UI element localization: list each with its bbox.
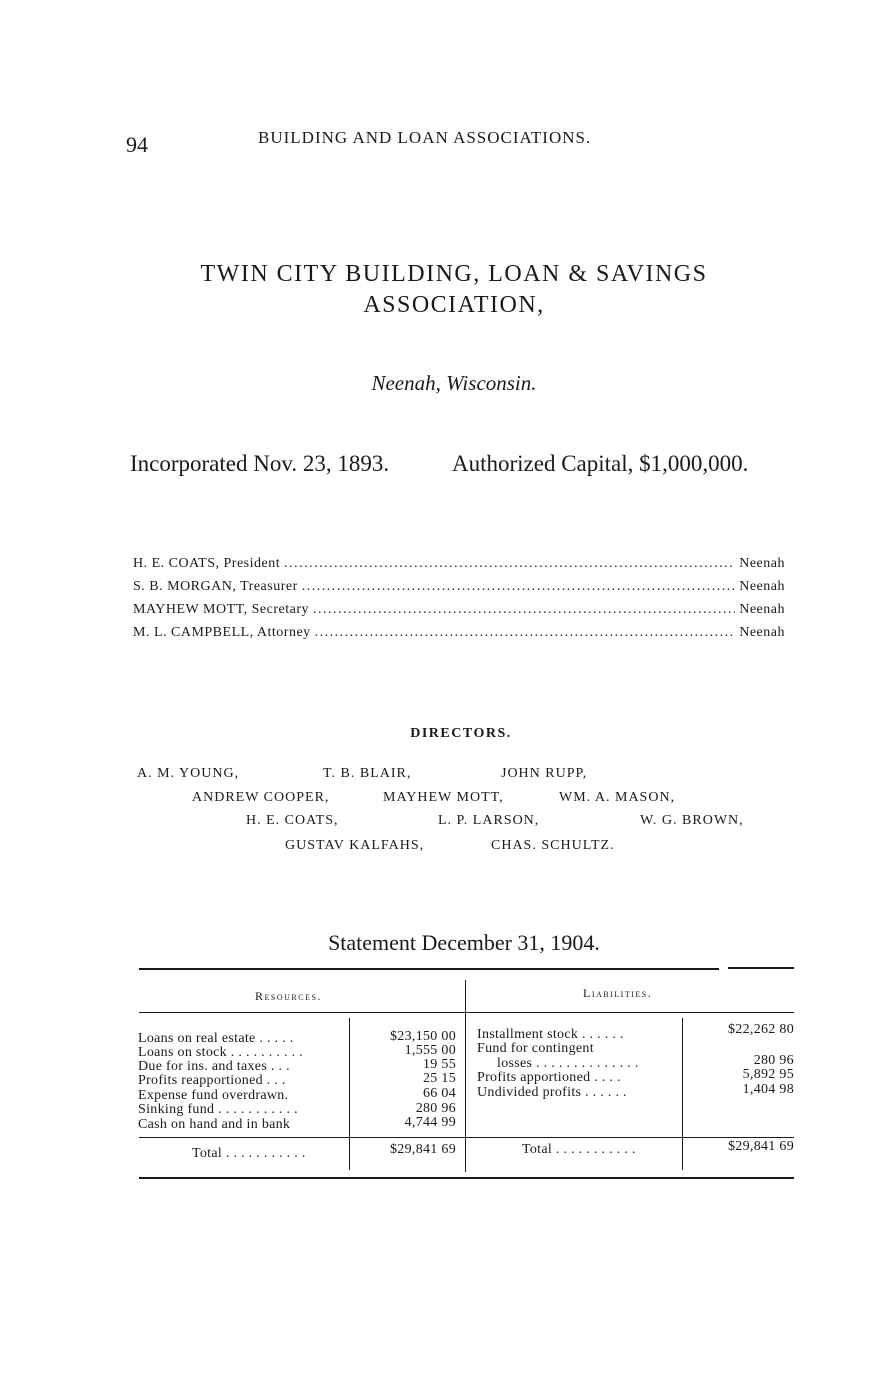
liability-label: Fund for contingent [477, 1041, 594, 1056]
officer-name: H. E. COATS, President [133, 556, 281, 571]
officer-row [133, 625, 785, 641]
resource-amount: 19 55 [423, 1057, 456, 1072]
resource-label: Loans on stock . . . . . . . . . . [138, 1045, 303, 1060]
table-top-rule [139, 968, 719, 970]
resource-amount: 280 96 [415, 1101, 456, 1116]
page-number: 94 [126, 132, 148, 157]
director-name: W. G. BROWN, [640, 813, 744, 828]
director-name: H. E. COATS, [246, 813, 339, 828]
director-name: GUSTAV KALFAHS, [285, 838, 425, 853]
dot-leader [315, 625, 736, 641]
liability-label: Installment stock . . . . . . [477, 1027, 624, 1042]
resource-label: Sinking fund . . . . . . . . . . . [138, 1102, 298, 1117]
director-name: T. B. BLAIR, [323, 766, 412, 781]
liabilities-total-label: Total . . . . . . . . . . . [522, 1142, 636, 1157]
liability-amount: 280 96 [753, 1053, 794, 1068]
director-name: JOHN RUPP, [501, 766, 588, 781]
officer-row [133, 602, 785, 618]
resource-amount: 66 04 [423, 1086, 456, 1101]
resource-label: Profits reapportioned . . . [138, 1073, 286, 1088]
resource-label: Loans on real estate . . . . . [138, 1031, 294, 1046]
table-divider [465, 980, 466, 1172]
director-name: L. P. LARSON, [438, 813, 540, 828]
table-amount-divider [682, 1018, 683, 1170]
resources-heading: Resources. [255, 989, 322, 1003]
officer-city: Neenah [739, 556, 785, 571]
resource-amount: 25 15 [423, 1071, 456, 1086]
association-title-line-1: TWIN CITY BUILDING, LOAN & SAVINGS [200, 261, 708, 287]
table-amount-divider [349, 1018, 350, 1170]
officer-name: MAYHEW MOTT, Secretary [133, 602, 309, 617]
liabilities-heading: Liabilities. [583, 986, 653, 1000]
liability-amount: $22,262 80 [728, 1022, 794, 1037]
dot-leader [302, 579, 736, 595]
director-name: MAYHEW MOTT, [383, 790, 504, 805]
dot-leader [284, 556, 735, 572]
table-header-rule [139, 1012, 794, 1013]
liability-amount: 5,892 95 [742, 1067, 794, 1082]
resource-amount: $23,150 00 [390, 1029, 456, 1044]
officer-name: S. B. MORGAN, Treasurer [133, 579, 298, 594]
officer-city: Neenah [739, 602, 785, 617]
table-total-rule [139, 1137, 794, 1138]
table-bottom-rule [139, 1177, 794, 1179]
liability-label: losses . . . . . . . . . . . . . . [497, 1056, 639, 1071]
association-location: Neenah, Wisconsin. [371, 371, 537, 395]
running-head: BUILDING AND LOAN ASSOCIATIONS. [258, 128, 592, 147]
officer-name: M. L. CAMPBELL, Attorney [133, 625, 311, 640]
liability-amount: 1,404 98 [742, 1082, 794, 1097]
resource-label: Due for ins. and taxes . . . [138, 1059, 290, 1074]
table-top-rule [728, 967, 794, 969]
association-title-line-2: ASSOCIATION, [363, 292, 545, 318]
officer-city: Neenah [739, 625, 785, 640]
officer-row [133, 556, 785, 572]
dot-leader [313, 602, 735, 618]
resource-label: Cash on hand and in bank [138, 1117, 291, 1132]
incorporation-date: Incorporated Nov. 23, 1893. [130, 451, 390, 476]
liabilities-total-amount: $29,841 69 [728, 1139, 794, 1154]
directors-heading: DIRECTORS. [410, 726, 512, 741]
liability-label: Profits apportioned . . . . [477, 1070, 621, 1085]
resource-label: Expense fund overdrawn. [138, 1088, 289, 1103]
resources-total-label: Total . . . . . . . . . . . [192, 1146, 306, 1161]
authorized-capital: Authorized Capital, $1,000,000. [452, 451, 749, 476]
director-name: WM. A. MASON, [559, 790, 676, 805]
director-name: ANDREW COOPER, [192, 790, 330, 805]
officer-row [133, 579, 785, 595]
resources-total-amount: $29,841 69 [390, 1142, 456, 1157]
liability-label: Undivided profits . . . . . . [477, 1085, 627, 1100]
statement-title: Statement December 31, 1904. [328, 930, 600, 955]
resource-amount: 4,744 99 [404, 1115, 456, 1130]
resource-amount: 1,555 00 [404, 1043, 456, 1058]
director-name: A. M. YOUNG, [137, 766, 240, 781]
officer-city: Neenah [739, 579, 785, 594]
director-name: CHAS. SCHULTZ. [491, 838, 615, 853]
